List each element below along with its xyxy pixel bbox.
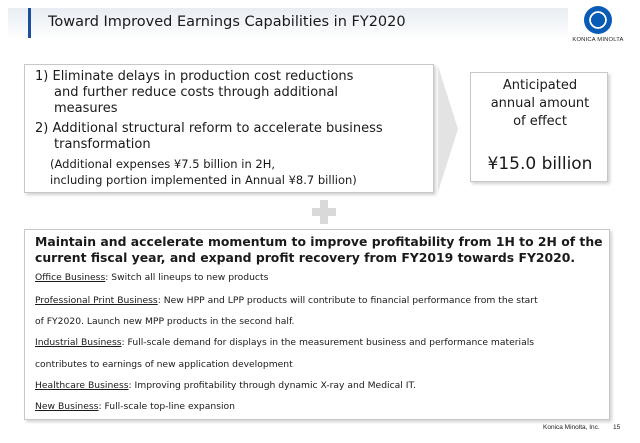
momentum-panel: [24, 229, 610, 420]
business-row-professional-print-cont: [35, 316, 294, 328]
momentum-heading-line-2: current fiscal year, and expand profit recovery from FY2019 towards FY2020.: [35, 250, 576, 265]
measure-line-2: and further reduce costs through additional: [54, 85, 339, 100]
business-text: of FY2020. Launch new MPP products in the second half.: [35, 316, 295, 327]
business-row-industrial: [35, 337, 534, 349]
business-text: : Switch all lineups to new products: [105, 272, 269, 283]
page-number: 15: [613, 424, 621, 431]
business-text: : Full-scale demand for displays in the measurement business and performance materials: [121, 337, 535, 348]
business-text: : Improving profitability through dynamic X-ray and Medical IT.: [128, 380, 416, 391]
measure-line-5: transformation: [54, 137, 151, 152]
business-row-office: [35, 272, 268, 284]
measure-line-3: measures: [54, 101, 118, 116]
effect-label-line-3: of effect: [513, 114, 567, 129]
effect-label-line-1: Anticipated: [502, 78, 578, 93]
business-row-industrial-cont: [35, 359, 293, 371]
measure-line-4: 2) Additional structural reform to accelerate business: [35, 121, 383, 136]
business-row-professional-print: [35, 295, 538, 307]
business-name: Industrial Business: [35, 337, 122, 348]
measure-note-2: including portion implemented in Annual ¥8.7 billion): [50, 173, 357, 187]
title-accent-bar: [28, 8, 31, 38]
measures-panel: [24, 64, 434, 193]
business-row-healthcare: [35, 380, 416, 392]
business-name: Healthcare Business: [35, 380, 129, 391]
business-row-new: [35, 401, 235, 413]
globe-logo-icon: [584, 6, 612, 34]
right-arrow-icon: [438, 66, 458, 192]
momentum-heading-line-1: Maintain and accelerate momentum to improve profitability from 1H to 2H of the: [35, 234, 603, 249]
measure-line-1: 1) Eliminate delays in production cost reductions: [35, 69, 354, 84]
business-name: Office Business: [35, 272, 106, 283]
business-text: : New HPP and LPP products will contribute to financial performance from the start: [157, 295, 538, 306]
business-text: contributes to earnings of new application development: [35, 359, 293, 370]
konica-minolta-logo: [568, 6, 628, 50]
business-text: : Full-scale top-line expansion: [98, 401, 235, 412]
effect-panel: [470, 72, 608, 182]
effect-label-line-2: annual amount: [490, 96, 590, 111]
logo-wordmark: KONICA MINOLTA: [572, 37, 624, 43]
business-name: New Business: [35, 401, 99, 412]
effect-value: ¥15.0 billion: [487, 154, 593, 174]
footer-company: Konica Minolta, Inc.: [543, 424, 600, 431]
business-name: Professional Print Business: [35, 295, 158, 306]
page-title: Toward Improved Earnings Capabilities in FY2020: [48, 14, 406, 30]
measure-note-1: (Additional expenses ¥7.5 billion in 2H,: [50, 157, 276, 171]
plus-icon: [312, 200, 336, 224]
plus-bar-vertical: [320, 200, 328, 224]
